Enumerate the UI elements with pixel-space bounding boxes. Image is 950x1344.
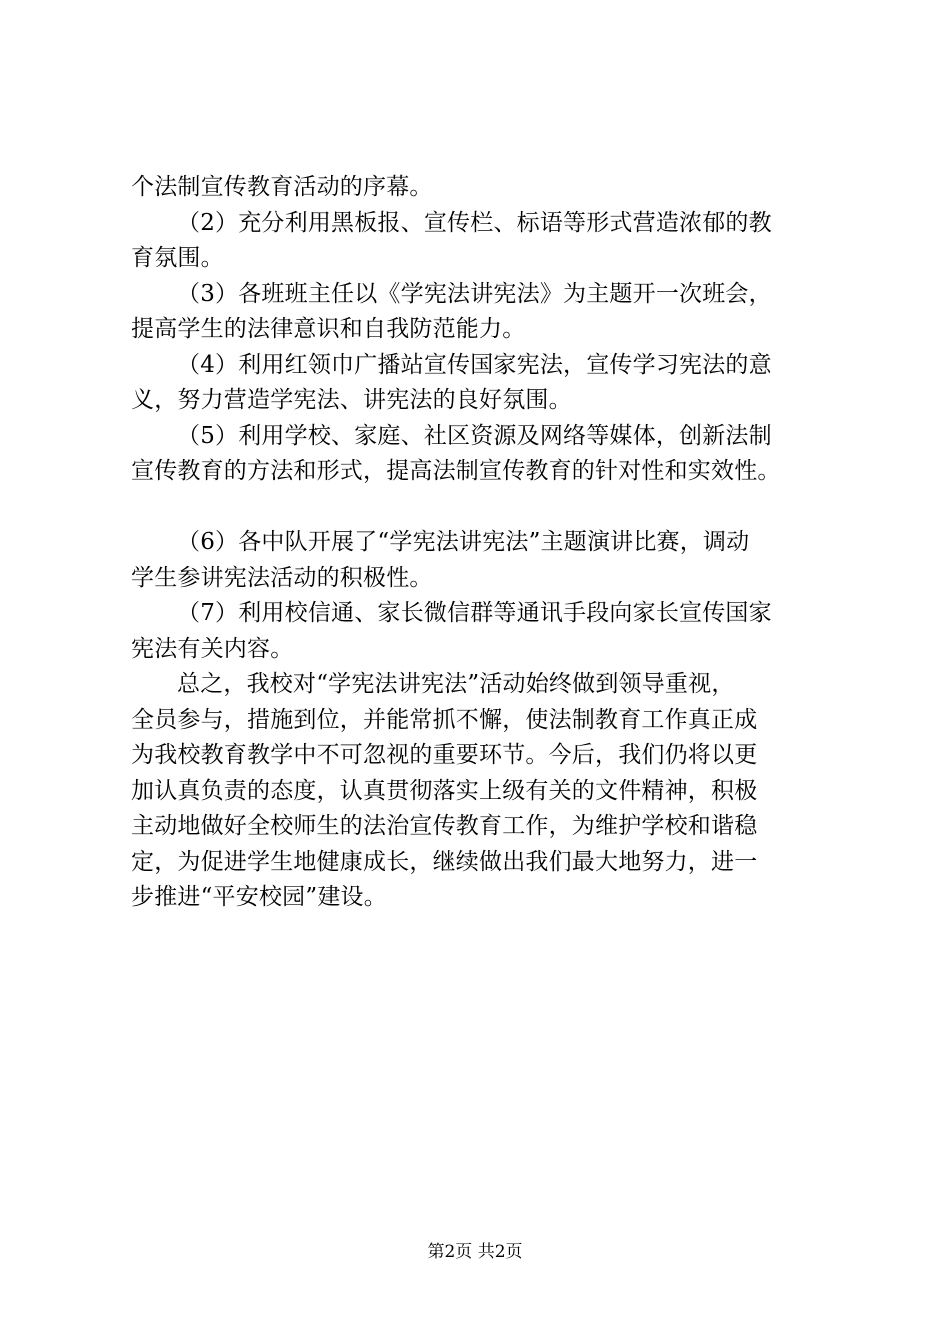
list-item-7-line-2: 宪法有关内容。 (131, 635, 294, 662)
list-item-4-line-1: （4）利用红领巾广播站宣传国家宪法，宣传学习宪法的意 (177, 351, 772, 378)
list-item-3-line-1: （3）各班班主任以《学宪法讲宪法》为主题开一次班会， (177, 280, 772, 307)
summary-line-3: 为我校教育教学中不可忽视的重要环节。今后，我们仍将以更 (131, 742, 758, 768)
list-item-7-line-1: （7）利用校信通、家长微信群等通讯手段向家长宣传国家 (177, 600, 772, 626)
summary-line-2: 全员参与，措施到位，并能常抓不懈，使法制教育工作真正成 (131, 706, 758, 733)
summary-line-7: 步推进“平安校园”建设。 (131, 884, 387, 910)
list-item-2-line-1: （2）充分利用黑板报、宣传栏、标语等形式营造浓郁的教 (177, 209, 772, 236)
summary-line-1: 总之，我校对“学宪法讲宪法”活动始终做到领导重视， (177, 671, 735, 697)
list-item-5-line-2: 宣传教育的方法和形式，提高法制宣传教育的针对性和实效性。 (131, 458, 781, 484)
list-item-6-line-1: （6）各中队开展了“学宪法讲宪法”主题演讲比赛，调动 (177, 529, 750, 555)
summary-line-4: 加认真负责的态度，认真贯彻落实上级有关的文件精神，积极 (131, 777, 758, 804)
document-body (131, 170, 843, 916)
blank-line (131, 490, 843, 526)
summary-line-5: 主动地做好全校师生的法治宣传教育工作，为维护学校和谐稳 (131, 813, 758, 839)
summary-line-6: 定，为促进学生地健康成长，继续做出我们最大地努力，进一 (131, 848, 758, 875)
list-item-3-line-2: 提高学生的法律意识和自我防范能力。 (131, 316, 526, 342)
list-item-5-line-1: （5）利用学校、家庭、社区资源及网络等媒体，创新法制 (177, 422, 772, 449)
list-item-4-line-2: 义，努力营造学宪法、讲宪法的良好氛围。 (131, 387, 572, 413)
list-item-2-line-2: 育氛围。 (131, 245, 224, 271)
paragraph-line: 个法制宣传教育活动的序幕。 (131, 174, 433, 200)
page-number-footer: 第2页 共2页 (427, 1242, 523, 1262)
list-item-6-line-2: 学生参讲宪法活动的积极性。 (131, 564, 433, 591)
